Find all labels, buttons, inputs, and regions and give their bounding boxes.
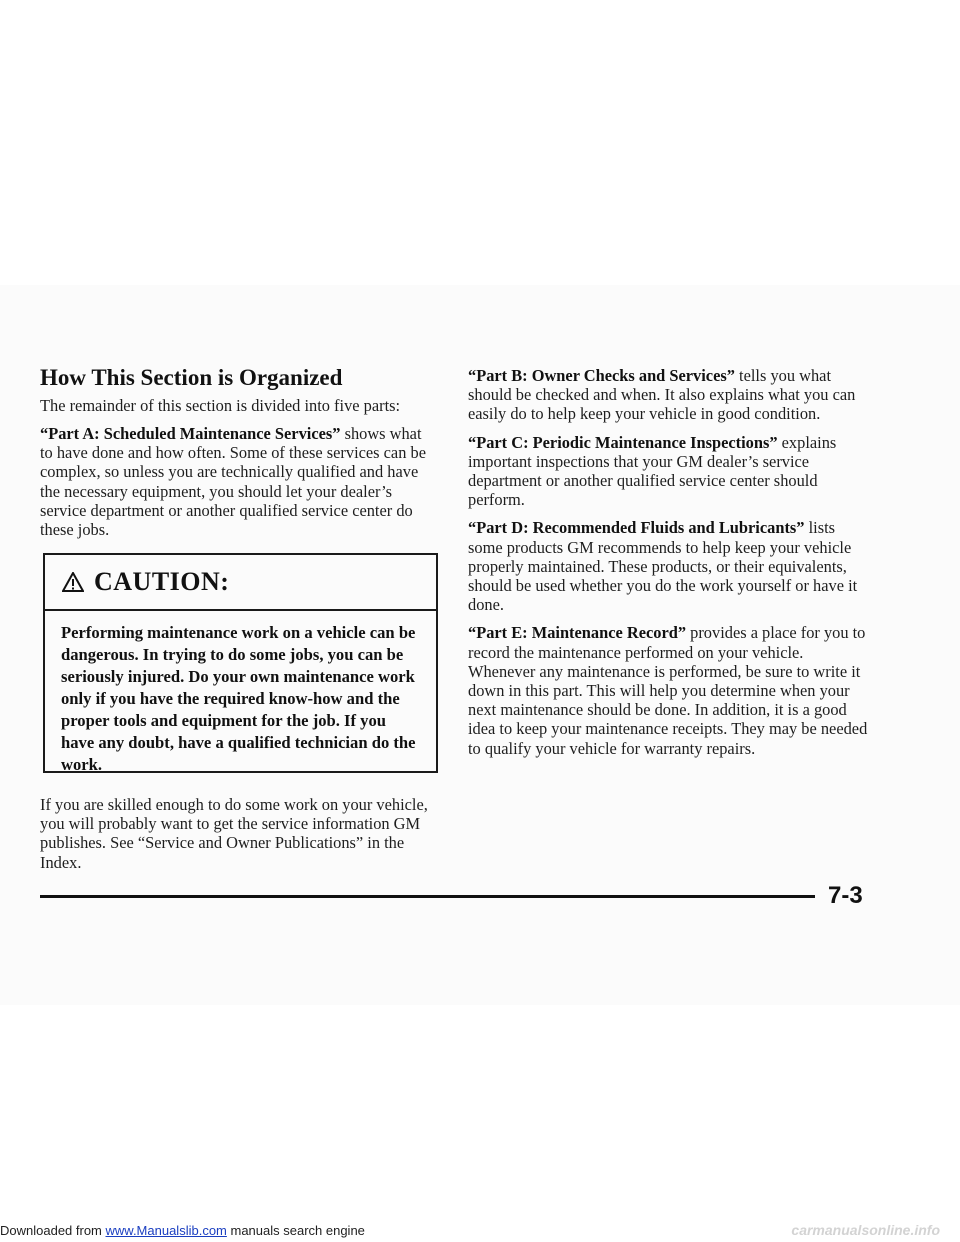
part-b-paragraph: “Part B: Owner Checks and Services” tells you what should be checked and when. It also explains what you can easily do to help keep your vehicle in good condition. [468,366,856,424]
part-a-paragraph [40,424,435,546]
service-info-paragraph: If you are skilled enough to do some work on your vehicle, you will probably want to get the service information GM publishes. See “Service and Owner Publications” in the Index. [40,795,428,872]
download-footer: Downloaded from www.Manualslib.com manuals search engine [0,1223,365,1238]
part-a-text: shows what to have done and how often. Some of these services can be complex, so unless you are technically qualified and have the necessary equipment, you should let your dealer’s service department or another qualified service center do these jobs. [40,424,426,540]
part-e-paragraph: “Part E: Maintenance Record” provides a place for you to record the maintenance performed on your vehicle. Whenever any maintenance is performed, be sure to write it down in this part. This will help you determine when your next maintenance should be done. In addition, it is a good idea to keep your maintenance receipts. They may be needed to qualify your vehicle for warranty repairs. [468,623,868,758]
footer-rule [40,895,815,898]
right-column [468,366,873,767]
part-d-paragraph: “Part D: Recommended Fluids and Lubricants” lists some products GM recommends to help keep your vehicle properly maintained. These products, or their equivalents, should be used whether you do the work yourself or have it done. [468,518,858,615]
part-d-title: “Part D: Recommended Fluids and Lubricants” [468,518,805,538]
part-b-title: “Part B: Owner Checks and Services” [468,366,735,385]
watermark-brand: carmanualsonline.info [791,1222,940,1238]
intro-paragraph: The remainder of this section is divided into five parts: [40,396,401,415]
part-a-title: “Part A: Scheduled Maintenance Services” [40,424,341,443]
caution-header [45,555,436,611]
part-e-title: “Part E: Maintenance Record” [468,623,687,643]
caution-text: Performing maintenance work on a vehicle can be dangerous. In trying to do some jobs, you can be seriously injured. Do your own maintenance work only if you have the required know-how and the proper tools and equipment for the job. If you have any doubt, have a qualified technician do the work. [61,623,416,774]
caution-title: CAUTION: [94,567,230,596]
caution-box [43,553,438,773]
warning-triangle-icon [62,572,84,592]
part-c-title: “Part C: Periodic Maintenance Inspections” [468,432,778,452]
section-heading: How This Section is Organized [40,365,343,390]
page-number: 7-3 [828,882,863,909]
part-c-paragraph: “Part C: Periodic Maintenance Inspections” explains important inspections that your GM dealer’s service department or another qualified service center should perform. [468,432,837,510]
manualslib-link[interactable]: www.Manualslib.com [105,1223,227,1238]
